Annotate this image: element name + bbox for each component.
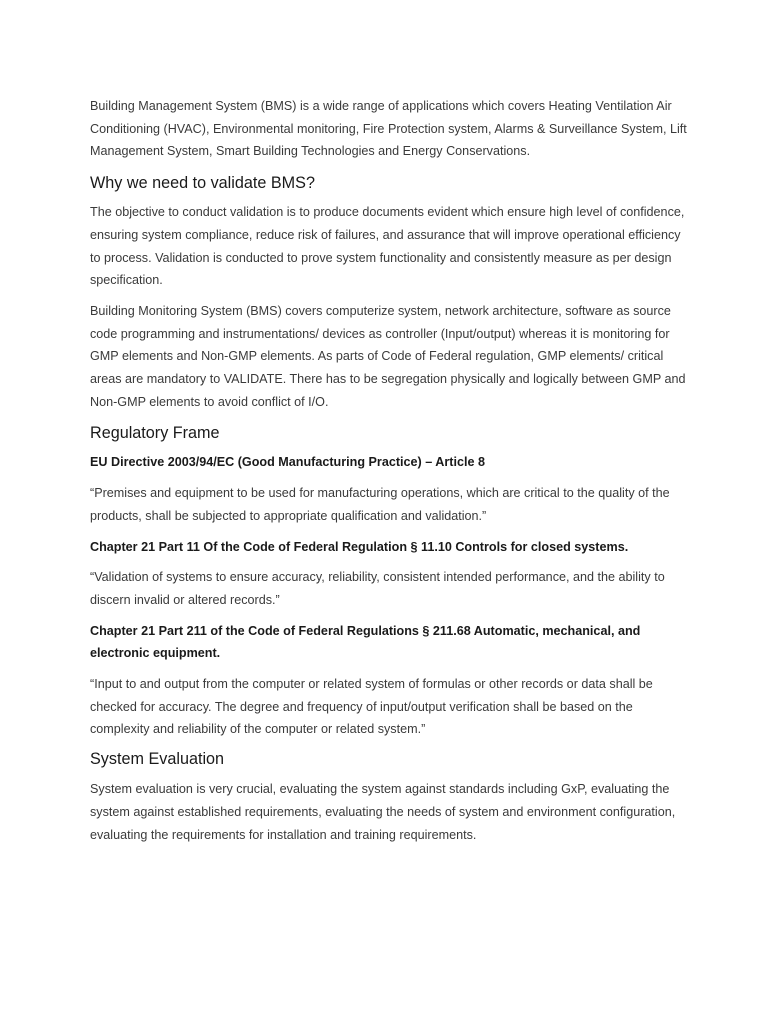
bms-coverage-paragraph: Building Monitoring System (BMS) covers computerize system, network architecture, software as source code programming and instrumentations/ devices as controller (Input/output) whereas it is monitoring for GMP elements and Non-GMP elements. As parts of Code of Federal regulation, GMP elements/ critical areas are mandatory to VALIDATE. There has to be segregation physically and logically between GMP and Non-GMP elements to avoid conflict of I/O. <box>90 303 686 409</box>
cfr-part11-quote: “Validation of systems to ensure accuracy, reliability, consistent intended performance, and the ability to discern invalid or altered records.” <box>90 570 665 607</box>
intro-paragraph: Building Management System (BMS) is a wide range of applications which covers Heating Ventilation Air Conditioning (HVAC), Environmental monitoring, Fire Protection system, Alarms & Surveillance System, Lift Management System, Smart Building Technologies and Energy Conservations. <box>90 99 687 159</box>
system-evaluation-paragraph: System evaluation is very crucial, evaluating the system against standards including GxP, evaluating the system against established requirements, evaluating the needs of system and environment configuration, evaluating the requirements for installation and training requirements. <box>90 782 676 842</box>
document-page <box>90 95 690 846</box>
why-validate-heading: Why we need to validate BMS? <box>90 174 315 193</box>
regulatory-frame-heading: Regulatory Frame <box>90 424 220 443</box>
cfr-part211-heading: Chapter 21 Part 211 of the Code of Federal Regulations § 211.68 Automatic, mechanical, and electronic equipment. <box>90 623 641 661</box>
validation-objective-paragraph: The objective to conduct validation is to produce documents evident which ensure high level of confidence, ensuring system compliance, reduce risk of failures, and assurance that will improve operational efficiency to process. Validation is conducted to prove system functionality and consistently measure as per design specification. <box>90 205 685 288</box>
cfr-part211-quote: “Input to and output from the computer or related system of formulas or other records or data shall be checked for accuracy. The degree and frequency of input/output verification shall be based on the complexity and reliability of the computer or related system.” <box>90 677 653 737</box>
eu-directive-quote: “Premises and equipment to be used for manufacturing operations, which are critical to the quality of the products, shall be subjected to appropriate qualification and validation.” <box>90 486 670 523</box>
eu-directive-heading: EU Directive 2003/94/EC (Good Manufacturing Practice) – Article 8 <box>90 455 485 470</box>
cfr-part11-heading: Chapter 21 Part 11 Of the Code of Federal Regulation § 11.10 Controls for closed systems. <box>90 539 629 554</box>
system-evaluation-heading: System Evaluation <box>90 750 225 769</box>
